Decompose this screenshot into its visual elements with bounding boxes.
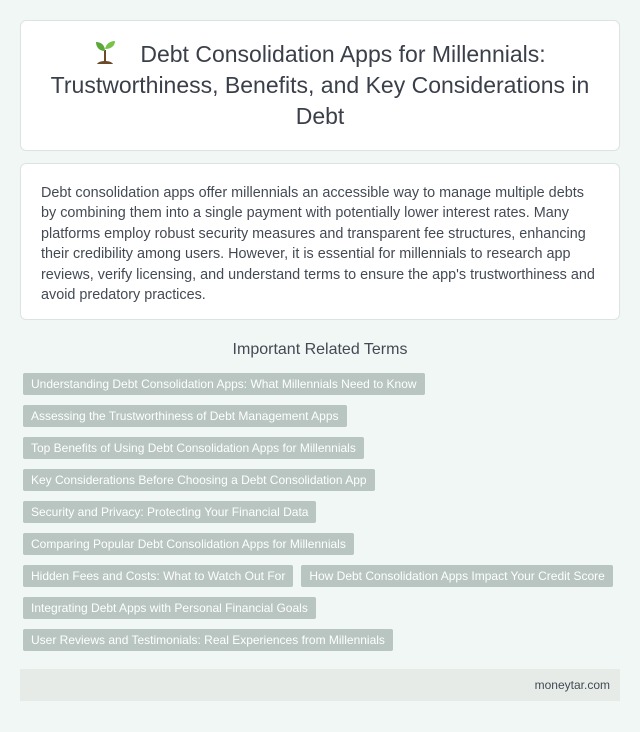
title-card [20,20,620,151]
description-text: Debt consolidation apps offer millennials an accessible way to manage multiple debts by combining them into a single payment with potentially lower interest rates. Many platforms employ robust security measures and transparent fee structures, enhancing their credibility among users. However, it is essential for millennials to research app reviews, verify licensing, and understand terms to ensure the app's trustworthiness and avoid predatory practices. [41,185,595,304]
related-term-tag[interactable]: Key Considerations Before Choosing a Debt Consolidation App [23,469,375,491]
related-term-tag[interactable]: User Reviews and Testimonials: Real Experiences from Millennials [23,629,393,651]
page-title-text: Debt Consolidation Apps for Millennials: Trustworthiness, Benefits, and Key Considerations in Debt [50,41,590,129]
related-term-tag[interactable]: Understanding Debt Consolidation Apps: What Millennials Need to Know [23,373,425,395]
related-term-tag[interactable]: Assessing the Trustworthiness of Debt Management Apps [23,405,347,427]
sprout-icon [94,39,116,65]
description-card [20,163,620,320]
related-terms-list [23,373,623,651]
footer-site-link[interactable]: moneytar.com [534,678,610,692]
related-term-tag[interactable]: How Debt Consolidation Apps Impact Your Credit Score [301,565,613,587]
related-term-tag[interactable]: Security and Privacy: Protecting Your Financial Data [23,501,316,523]
page-title [41,39,599,132]
related-term-tag[interactable]: Comparing Popular Debt Consolidation Apps for Millennials [23,533,354,555]
footer [20,669,620,701]
related-term-tag[interactable]: Top Benefits of Using Debt Consolidation Apps for Millennials [23,437,364,459]
related-terms-heading: Important Related Terms [232,341,408,358]
related-term-tag[interactable]: Hidden Fees and Costs: What to Watch Out For [23,565,293,587]
related-term-tag[interactable]: Integrating Debt Apps with Personal Financial Goals [23,597,316,619]
